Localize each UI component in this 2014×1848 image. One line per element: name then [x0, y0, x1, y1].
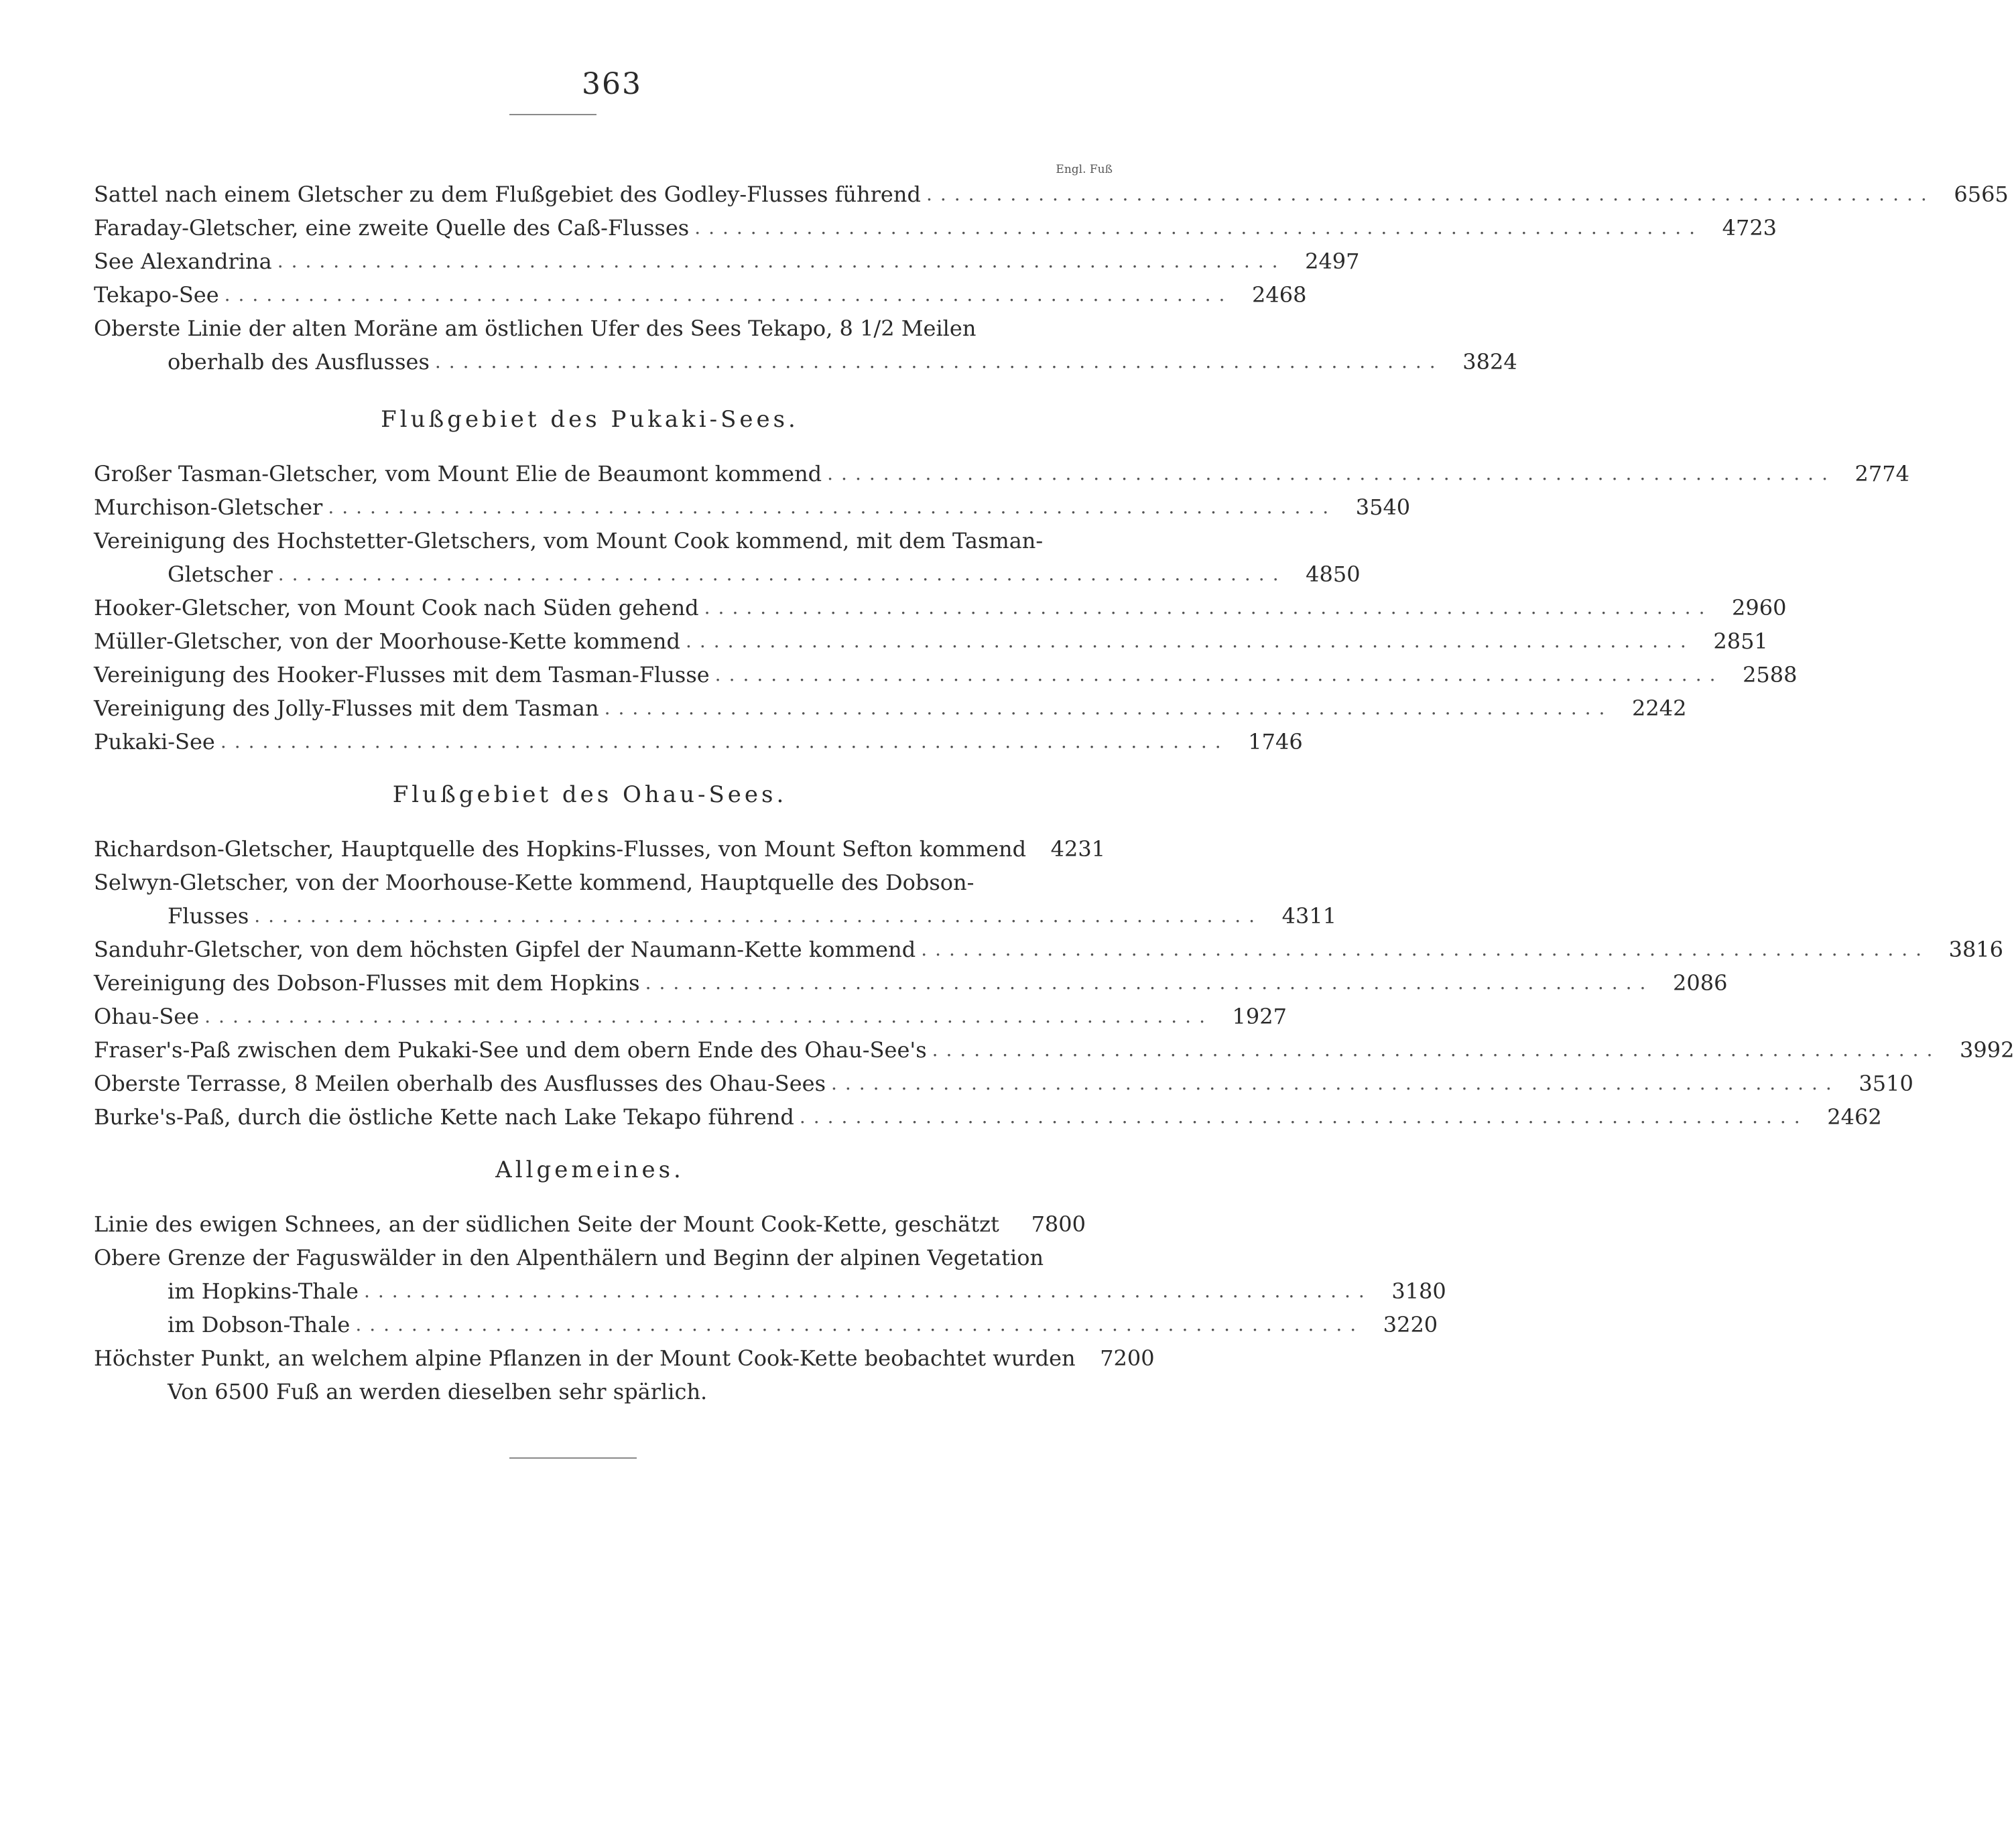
leader-dots: ........................................................................ [277, 250, 1286, 272]
row-value: 3816 [1948, 937, 2004, 962]
leader-dots: ........................................................................ [204, 1005, 1213, 1027]
leader-dots: ........................................................................ [830, 1072, 1840, 1094]
footnote-text: Von 6500 Fuß an werden dieselben sehr spärlich. [168, 1379, 708, 1404]
row-label: Richardson-Gletscher, Hauptquelle des Hopkins-Flusses, von Mount Sefton kommend [94, 836, 1027, 862]
leader-dots: ........................................................................ [926, 183, 1935, 205]
row-label: Ohau-See [94, 1004, 200, 1029]
row-label: Tekapo-See [94, 282, 219, 308]
leader-dots: ........................................................................ [827, 462, 1836, 484]
table-row [94, 725, 1303, 758]
leader-dots: ........................................................................ [604, 697, 1613, 719]
row-value: 2462 [1827, 1104, 1882, 1130]
table-row [94, 211, 1777, 245]
table-row [94, 245, 1360, 278]
row-label: Burke's-Paß, durch die östliche Kette nach Lake Tekapo führend [94, 1104, 794, 1130]
row-label: Murchison-Gletscher [94, 494, 323, 520]
table-row [94, 1308, 1438, 1341]
table-row [94, 1067, 1913, 1100]
leader-dots: ........................................................................ [694, 216, 1704, 239]
section-ohau [94, 757, 2014, 1134]
row-value: 1746 [1248, 729, 1303, 754]
page-number: 363 [582, 67, 642, 101]
row-value: 4231 [1050, 836, 1106, 862]
row-value: 2497 [1305, 249, 1360, 274]
row-value: 2086 [1672, 970, 1728, 996]
row-value: 2774 [1854, 461, 1909, 486]
table-row [94, 524, 1086, 557]
table-row [94, 899, 1337, 933]
section-title: Flußgebiet des Pukaki-Sees. [381, 406, 799, 433]
row-value: 7200 [1100, 1345, 1155, 1371]
row-label: Müller-Gletscher, von der Moorhouse-Kette kommend [94, 629, 680, 654]
row-value: 3992 [1960, 1037, 2014, 1063]
row-label: Vereinigung des Dobson-Flusses mit dem Hopkins [94, 970, 640, 996]
table-row [94, 1341, 1155, 1375]
table-row [94, 832, 1106, 866]
section-pukaki [94, 382, 1909, 758]
leader-dots: ........................................................................ [921, 938, 1930, 960]
row-value: 2960 [1732, 595, 1787, 620]
row-label: Oberste Linie der alten Moräne am östlichen Ufer des Sees Tekapo, 8 1/2 Meilen [94, 316, 977, 341]
table-row [94, 933, 2004, 966]
row-value: 2851 [1713, 629, 1768, 654]
row-label: oberhalb des Ausflusses [168, 349, 430, 375]
leader-dots: ........................................................................ [328, 496, 1337, 518]
row-label: Höchster Punkt, an welchem alpine Pflanzen in der Mount Cook-Kette beobachtet wurden [94, 1345, 1076, 1371]
leader-dots: ........................................................................ [277, 563, 1287, 585]
row-value: 2588 [1743, 662, 1798, 687]
table-row [94, 1274, 1446, 1308]
row-label: Selwyn-Gletscher, von der Moorhouse-Kette kommend, Hauptquelle des Dobson- [94, 870, 974, 895]
section-lake-tekapo [94, 178, 2009, 379]
row-label: See Alexandrina [94, 249, 272, 274]
leader-dots: ........................................................................ [254, 905, 1263, 927]
row-value: 3824 [1462, 349, 1517, 375]
row-value: 3180 [1391, 1278, 1446, 1304]
row-label: Vereinigung des Hochstetter-Gletschers, vom Mount Cook kommend, mit dem Tasman- [94, 528, 1044, 553]
leader-dots: ........................................................................ [224, 283, 1233, 306]
row-value: 6565 [1954, 182, 2009, 207]
table-row [94, 591, 1787, 624]
table-row [94, 1241, 1086, 1274]
row-value: 4311 [1281, 903, 1337, 929]
table-row [94, 345, 1517, 379]
leader-dots: ........................................................................ [220, 730, 1229, 752]
row-value: 3510 [1859, 1071, 1913, 1096]
table-row [94, 557, 1361, 591]
row-value: 3220 [1383, 1312, 1438, 1337]
row-value: 7800 [1031, 1211, 1086, 1237]
leader-dots: ........................................................................ [645, 972, 1654, 994]
table-row [94, 1207, 1086, 1241]
row-label: Sanduhr-Gletscher, von dem höchsten Gipfel der Naumann-Kette kommend [94, 937, 916, 962]
row-label: Hooker-Gletscher, von Mount Cook nach Süden gehend [94, 595, 699, 620]
footer-rule [509, 1457, 637, 1459]
row-label: Fraser's-Paß zwischen dem Pukaki-See und dem obern Ende des Ohau-See's [94, 1037, 927, 1063]
leader-dots: ........................................................................ [685, 630, 1694, 652]
row-label: Vereinigung des Jolly-Flusses mit dem Tasman [94, 696, 599, 721]
table-row [94, 624, 1768, 658]
row-label: Vereinigung des Hooker-Flusses mit dem Tasman-Flusse [94, 662, 710, 687]
row-label: Gletscher [168, 562, 273, 587]
row-value: 4850 [1306, 562, 1361, 587]
leader-dots: ........................................................................ [799, 1106, 1808, 1128]
row-label: Großer Tasman-Gletscher, vom Mount Elie de Beaumont kommend [94, 461, 822, 486]
leader-dots: ........................................................................ [434, 350, 1444, 373]
row-label: im Hopkins-Thale [168, 1278, 359, 1304]
row-label: Pukaki-See [94, 729, 215, 754]
table-row [94, 658, 1798, 691]
table-row [94, 312, 1086, 345]
row-label: Oberste Terrasse, 8 Meilen oberhalb des Ausflusses des Ohau-Sees [94, 1071, 826, 1096]
table-row [94, 490, 1411, 524]
header-rule [509, 114, 596, 115]
leader-dots: ........................................................................ [714, 663, 1724, 685]
unit-header: Engl. Fuß [1056, 163, 1113, 176]
row-label: im Dobson-Thale [168, 1312, 351, 1337]
row-value: 3540 [1355, 494, 1411, 520]
leader-dots: ........................................................................ [704, 596, 1713, 618]
row-value: 2468 [1252, 282, 1307, 308]
leader-dots: ........................................................................ [355, 1313, 1365, 1335]
table-row [94, 1033, 2014, 1067]
section-title: Allgemeines. [495, 1157, 684, 1183]
table-row [94, 866, 1086, 899]
row-label: Linie des ewigen Schnees, an der südlichen Seite der Mount Cook-Kette, geschätzt [94, 1211, 999, 1237]
table-row [94, 278, 1307, 312]
table-row [94, 178, 2009, 211]
table-row [94, 691, 1687, 725]
leader-dots: ........................................................................ [932, 1039, 1941, 1061]
table-row [94, 1100, 1882, 1134]
row-label: Obere Grenze der Faguswälder in den Alpenthälern und Beginn der alpinen Vegetation [94, 1245, 1044, 1270]
table-row [94, 966, 1728, 1000]
section-title: Flußgebiet des Ohau-Sees. [392, 781, 788, 808]
row-label: Sattel nach einem Gletscher zu dem Flußgebiet des Godley-Flusses führend [94, 182, 921, 207]
table-row [94, 1000, 1287, 1033]
row-value: 4723 [1722, 215, 1777, 241]
table-row [94, 457, 1909, 490]
row-value: 1927 [1232, 1004, 1287, 1029]
row-label: Flusses [168, 903, 249, 929]
leader-dots: ........................................................................ [363, 1280, 1373, 1302]
row-label: Faraday-Gletscher, eine zweite Quelle des Caß-Flusses [94, 215, 690, 241]
section-allgemeines [94, 1132, 1446, 1408]
row-value: 2242 [1632, 696, 1687, 721]
